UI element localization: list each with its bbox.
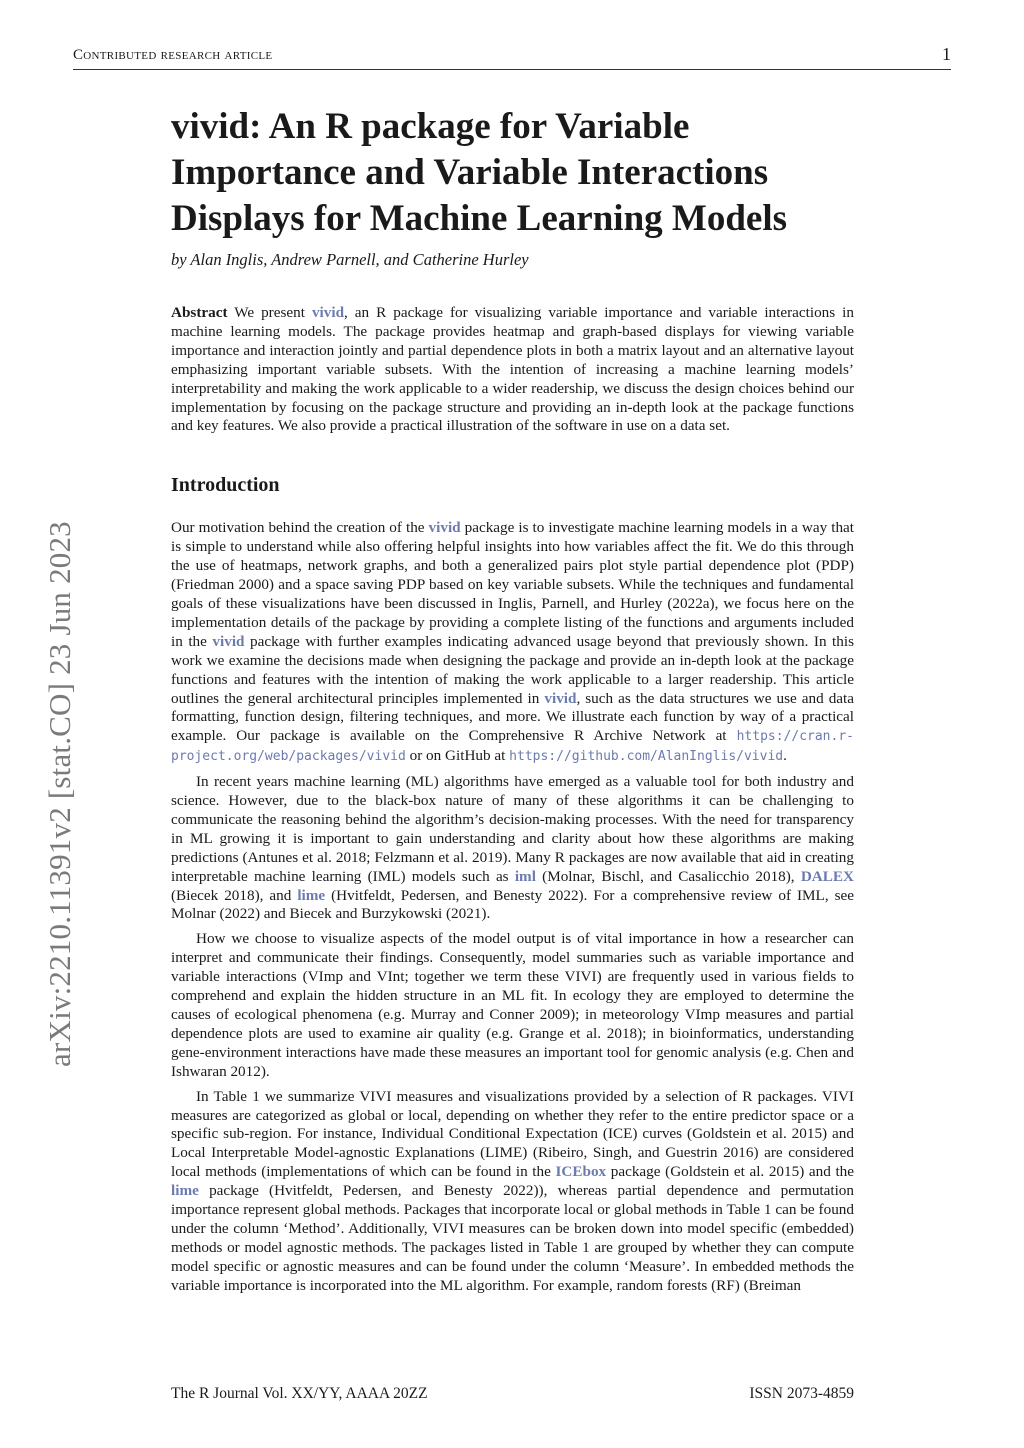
paragraph-text: (Molnar, Bischl, and Casalicchio 2018),: [535, 867, 801, 885]
journal-volume: The R Journal Vol. XX/YY, AAAA 20ZZ: [171, 1385, 428, 1402]
package-link-lime[interactable]: lime: [297, 886, 326, 904]
package-link-vivid[interactable]: vivid: [544, 689, 577, 707]
paragraph-text: , such as the data structures we use and data formatting, function design, filtering techniques, and more. We illustrate each function by way of a practical example. Our package is available on the Comprehensive R Archive Network at: [171, 689, 855, 745]
author-line: by Alan Inglis, Andrew Parnell, and Catherine Hurley: [171, 250, 529, 269]
paragraph-text: In recent years machine learning (ML) algorithms have emerged as a valuable tool for both industry and science. However, due to the black-box nature of many of these algorithms it can be challenging to communicate the reasoning behind the algorithm’s decision-making processes. With the need for transparency in ML growing it is important to gain understanding and clarity about how these algorithms are making predictions (Antunes et al. 2018; Felzmann et al. 2019). Many R packages are now available that aid in creating interpretable machine learning (IML) models such as: [171, 773, 854, 885]
arxiv-stamp: arXiv:2210.11391v2 [stat.CO] 23 Jun 2023: [42, 521, 77, 1067]
paper-title: vivid: An R package for Variable Importance and Variable Interactions Displays for Machine Learning Models: [171, 106, 787, 239]
abstract-text: , an R package for visualizing variable importance and variable interactions in machine learning models. The package provides heatmap and graph-based displays for viewing variable importance and interaction jointly and partial dependence plots in both a matrix layout and an alternative layout emphasizing important variable subsets. With the intention of increasing a machine learning models’ interpretability and making the work applicable to a wider readership, we discuss the design choices behind our implementation by focusing on the package structure and providing an in-depth look at the package functions and key features. We also provide a practical illustration of the software in use on a data set.: [171, 304, 854, 435]
running-head-label: Contributed research article: [73, 47, 273, 63]
issn: ISSN 2073-4859: [749, 1385, 854, 1402]
section-heading-introduction: Introduction: [171, 474, 280, 497]
abstract-label: Abstract: [171, 304, 228, 321]
abstract: [171, 304, 854, 436]
package-link-iml[interactable]: iml: [514, 867, 536, 885]
paragraph-text: package is to investigate machine learning models in a way that is simple to understand while also offering helpful insights into how variables affect the fit. We do this through the use of heatmaps, network graphs, and both a generalized pairs plot style partial dependence plot (PDP) (Friedman 2000) and a space saving PDP based on key variable subsets. While the techniques and fundamental goals of these visualizations have been discussed in Inglis, Parnell, and Hurley (2022a), we focus here on the implementation details of the package by providing a complete listing of the functions and arguments included in the: [171, 519, 854, 650]
page-number: 1: [942, 44, 951, 64]
paragraph-text: (Hvitfeldt, Pedersen, and Benesty 2022). For a comprehensive review of IML, see Molnar (2022) and Biecek and Burzykowski (2021).: [171, 886, 854, 923]
paragraph-text: Our motivation behind the creation of the: [171, 519, 429, 537]
paragraph-1: [171, 519, 854, 767]
paragraph-text: In Table 1 we summarize VIVI measures and visualizations provided by a selection of R packages. VIVI measures are categorized as global or local, depending on whether they refer to the entire predictor space or a specific sub-region. For instance, Individual Conditional Expectation (ICE) curves (Goldstein et al. 2015) and Local Interpretable Model-agnostic Explanations (LIME) (Ribeiro, Singh, and Guestrin 2016) are considered local methods (implementations of which can be found in the: [171, 1087, 854, 1181]
abstract-text: We present: [227, 304, 312, 321]
package-link-icebox[interactable]: ICEbox: [555, 1163, 607, 1181]
package-link-vivid[interactable]: vivid: [428, 519, 461, 537]
package-link-vivid[interactable]: vivid: [311, 304, 345, 321]
paragraph-text: package (Goldstein et al. 2015) and the: [606, 1163, 854, 1181]
paragraph-3: How we choose to visualize aspects of the model output is of vital importance in how a researcher can interpret and communicate their findings. Consequently, model summaries such as variable importance and variable interactions (VImp and VInt; together we term these VIVI) are frequently used in various fields to comprehend and explain the hidden structure in an ML fit. In ecology they are employed to determine the causes of ecological phenomena (e.g. Murray and Conner 2009); in meteorology VImp measures and partial dependence plots are used to examine air quality (e.g. Grange et al. 2018); in bioinformatics, understanding gene-environment interactions have made these measures an important tool for genomic analysis (e.g. Chen and Ishwaran 2012).: [171, 930, 854, 1080]
github-url-link[interactable]: https://github.com/AlanInglis/vivid: [509, 749, 784, 765]
paragraph-text: .: [783, 747, 787, 765]
package-link-vivid[interactable]: vivid: [212, 632, 245, 650]
paragraph-text: package (Hvitfeldt, Pedersen, and Benesty 2022)), whereas partial dependence and permutation importance represent global methods. Packages that incorporate local or global methods in Table 1 can be found under the column ‘Method’. Additionally, VIVI measures can be broken down into model specific (embedded) methods or model agnostic methods. The packages listed in Table 1 are grouped by whether they can compute model specific or agnostic measures and can be found under the column ‘Measure’. In embedded methods the variable importance is incorporated into the ML algorithm. For example, random forests (RF) (Breiman: [171, 1182, 854, 1294]
package-link-lime[interactable]: lime: [171, 1182, 199, 1200]
paragraph-4: [171, 1088, 854, 1296]
article-body: [171, 104, 854, 1302]
package-link-dalex[interactable]: DALEX: [800, 867, 855, 885]
paragraph-2: [171, 773, 854, 924]
paragraph-text: or on GitHub at: [405, 747, 510, 765]
running-head: [73, 44, 951, 70]
cran-url-link[interactable]: https://cran.r-project.org/web/packages/vivid: [171, 729, 854, 765]
paragraph-text: (Biecek 2018), and: [171, 886, 298, 904]
paragraph-text: package with further examples indicating advanced usage beyond that previously shown. In this work we examine the decisions made when designing the package and provide an in-depth look at the package functions and features with the intention of making the work applicable to a larger readership. This article outlines the general architectural principles implemented in: [171, 632, 854, 707]
